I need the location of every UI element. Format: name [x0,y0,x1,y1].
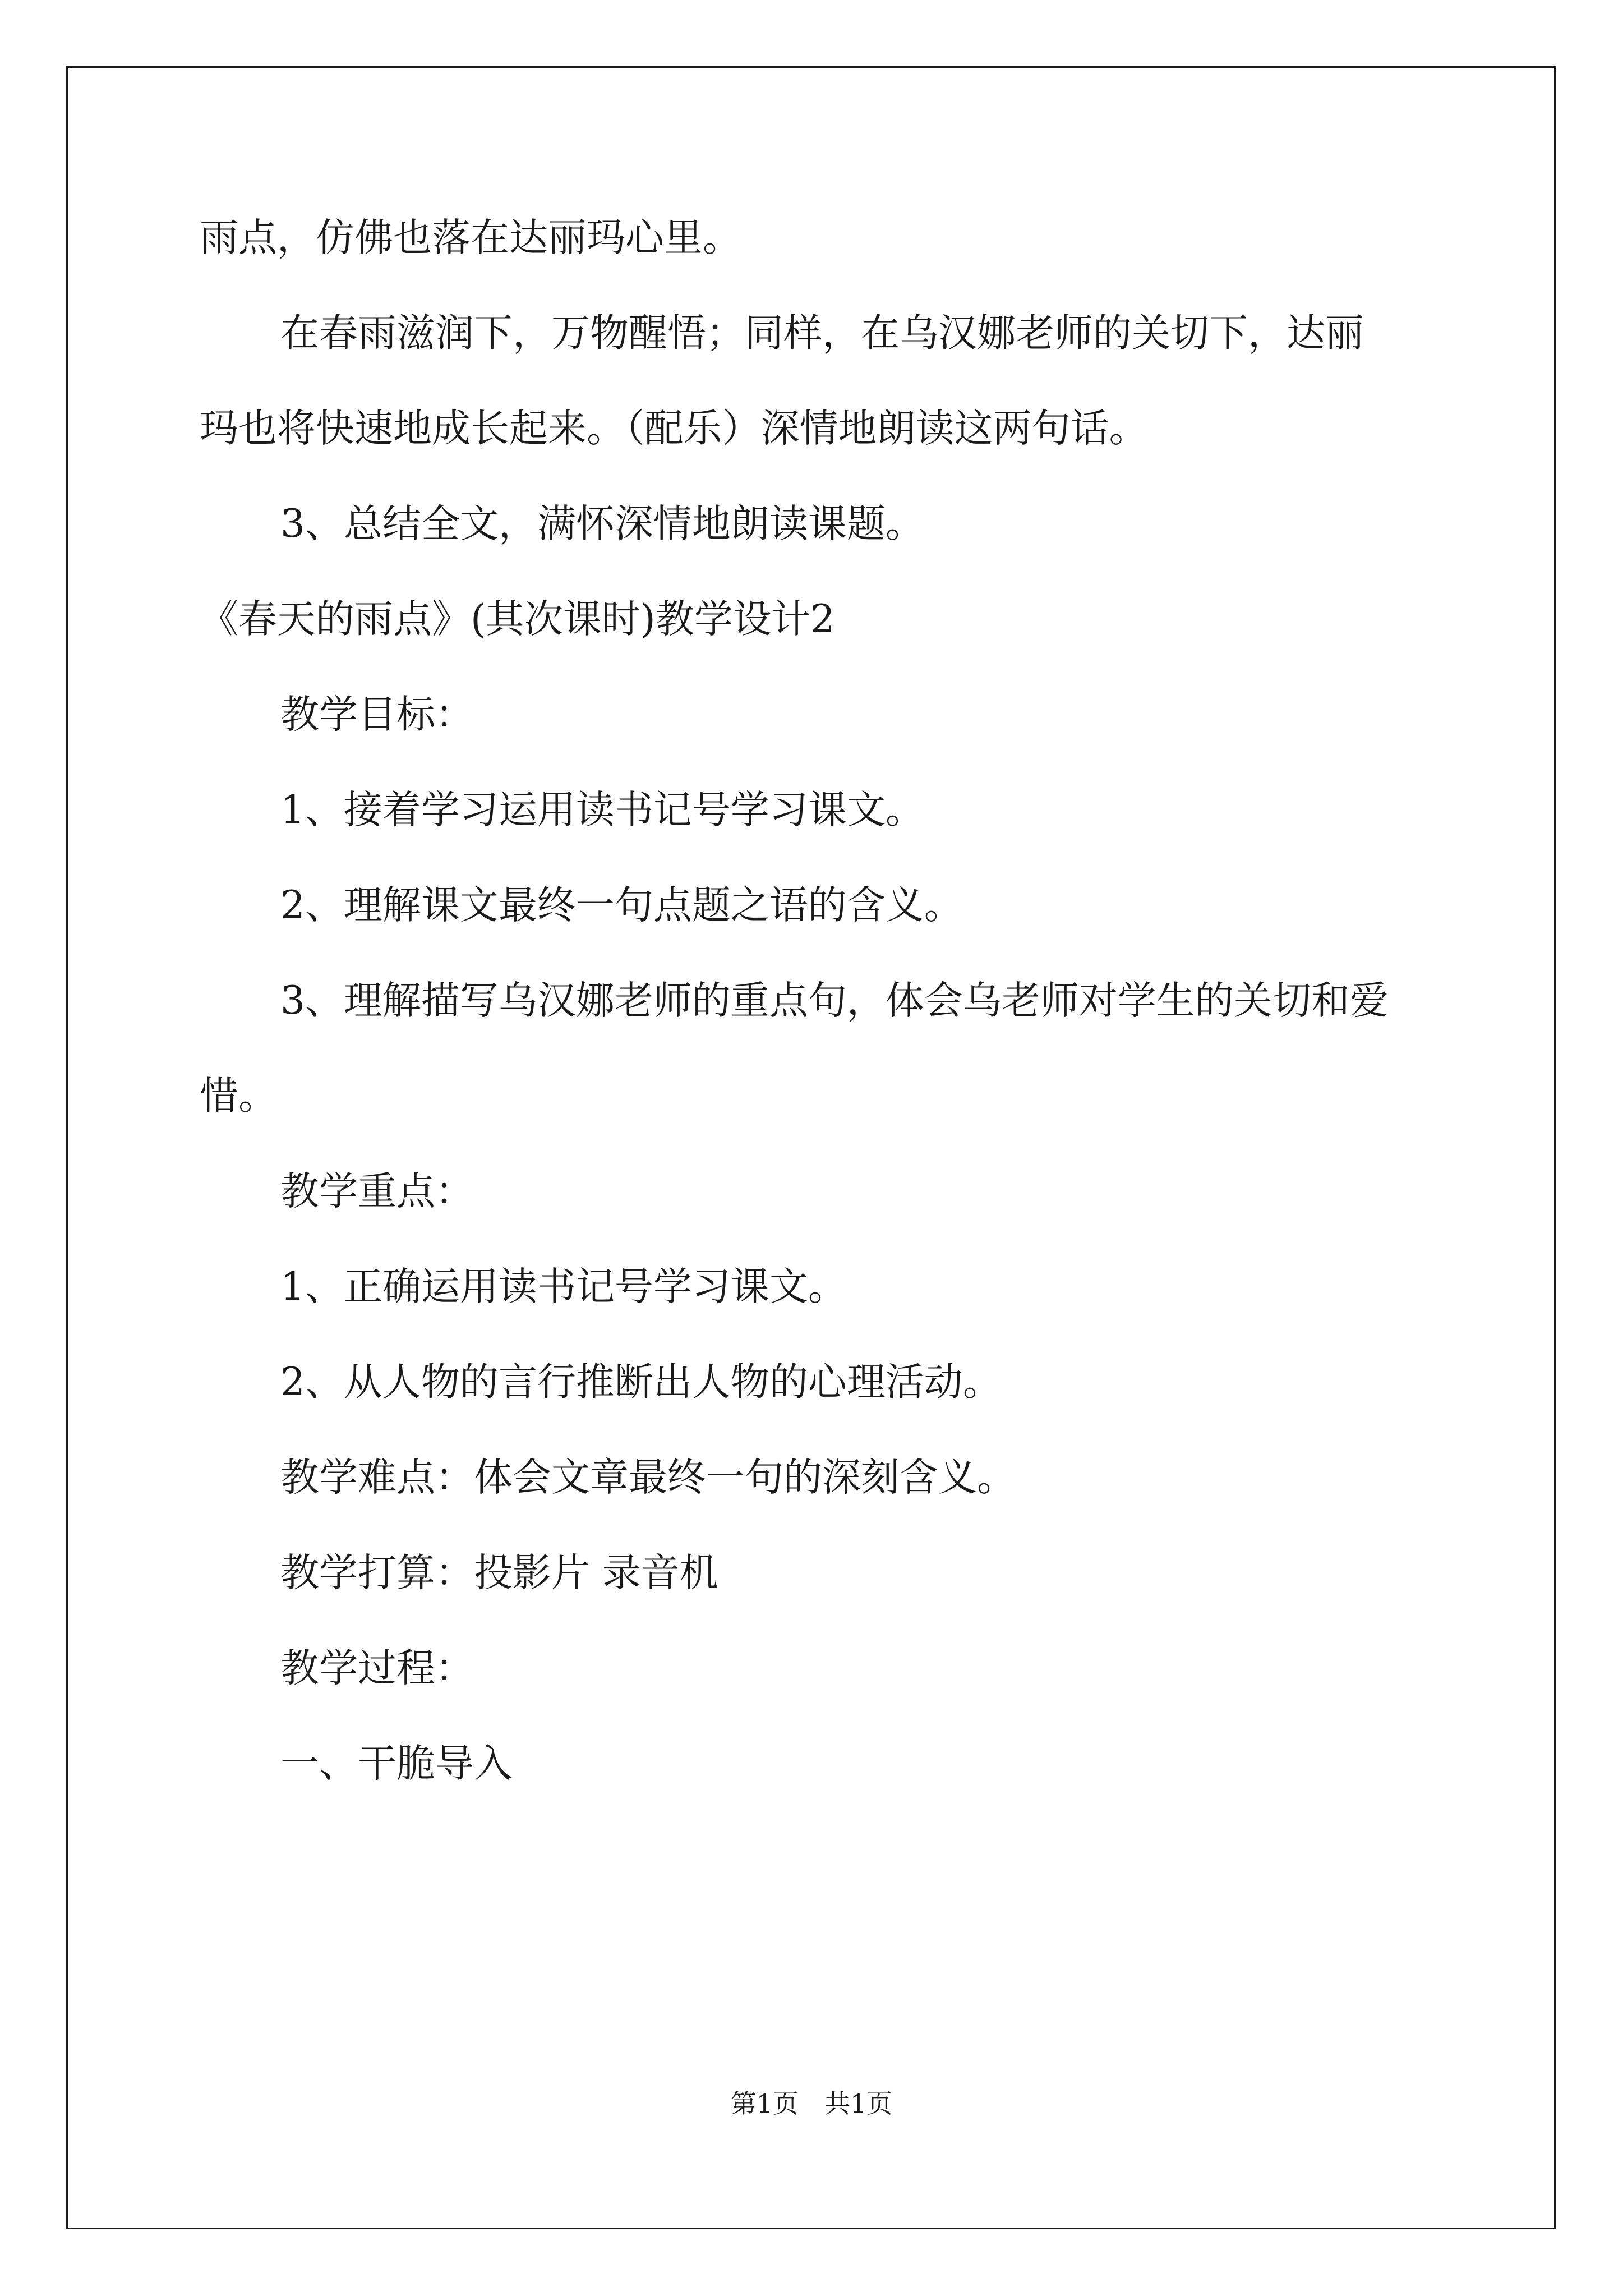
paragraph-line: 2、理解课文最终一句点题之语的含义。 [280,883,963,928]
paragraph-line: 2、从人物的言行推断出人物的心理活动。 [280,1360,1002,1405]
page-total: 共1页 [824,2088,893,2119]
page-footer [0,2087,1623,2120]
paragraph-line: 一、干脆导入 [280,1741,513,1786]
paragraph-line: 教学难点：体会文章最终一句的深刻含义。 [280,1455,1016,1500]
paragraph-line: 雨点，仿佛也落在达丽玛心里。 [200,215,741,260]
paragraph-line: 教学打算：投影片 录音机 [280,1550,718,1595]
paragraph-line: 惜。 [200,1074,277,1119]
paragraph-line: 3、总结全文，满怀深情地朗读课题。 [280,501,924,546]
page-border [66,66,1556,2229]
paragraph-line: 教学过程： [280,1646,474,1691]
paragraph-line: 教学目标： [280,692,474,737]
page-number: 第1页 [730,2088,799,2119]
paragraph-line: 3、理解描写乌汉娜老师的重点句，体会乌老师对学生的关切和爱 [280,978,1389,1023]
paragraph-line: 玛也将快速地成长起来。（配乐）深情地朗读这两句话。 [200,406,1148,451]
paragraph-line: 1、正确运用读书记号学习课文。 [280,1264,847,1309]
paragraph-line: 1、接着学习运用读书记号学习课文。 [280,788,924,832]
paragraph-line: 教学重点： [280,1169,474,1214]
paragraph-line: 在春雨滋润下，万物醒悟；同样，在乌汉娜老师的关切下，达丽 [280,311,1364,356]
section-title: 《春天的雨点》(其次课时)教学设计2 [200,597,835,642]
